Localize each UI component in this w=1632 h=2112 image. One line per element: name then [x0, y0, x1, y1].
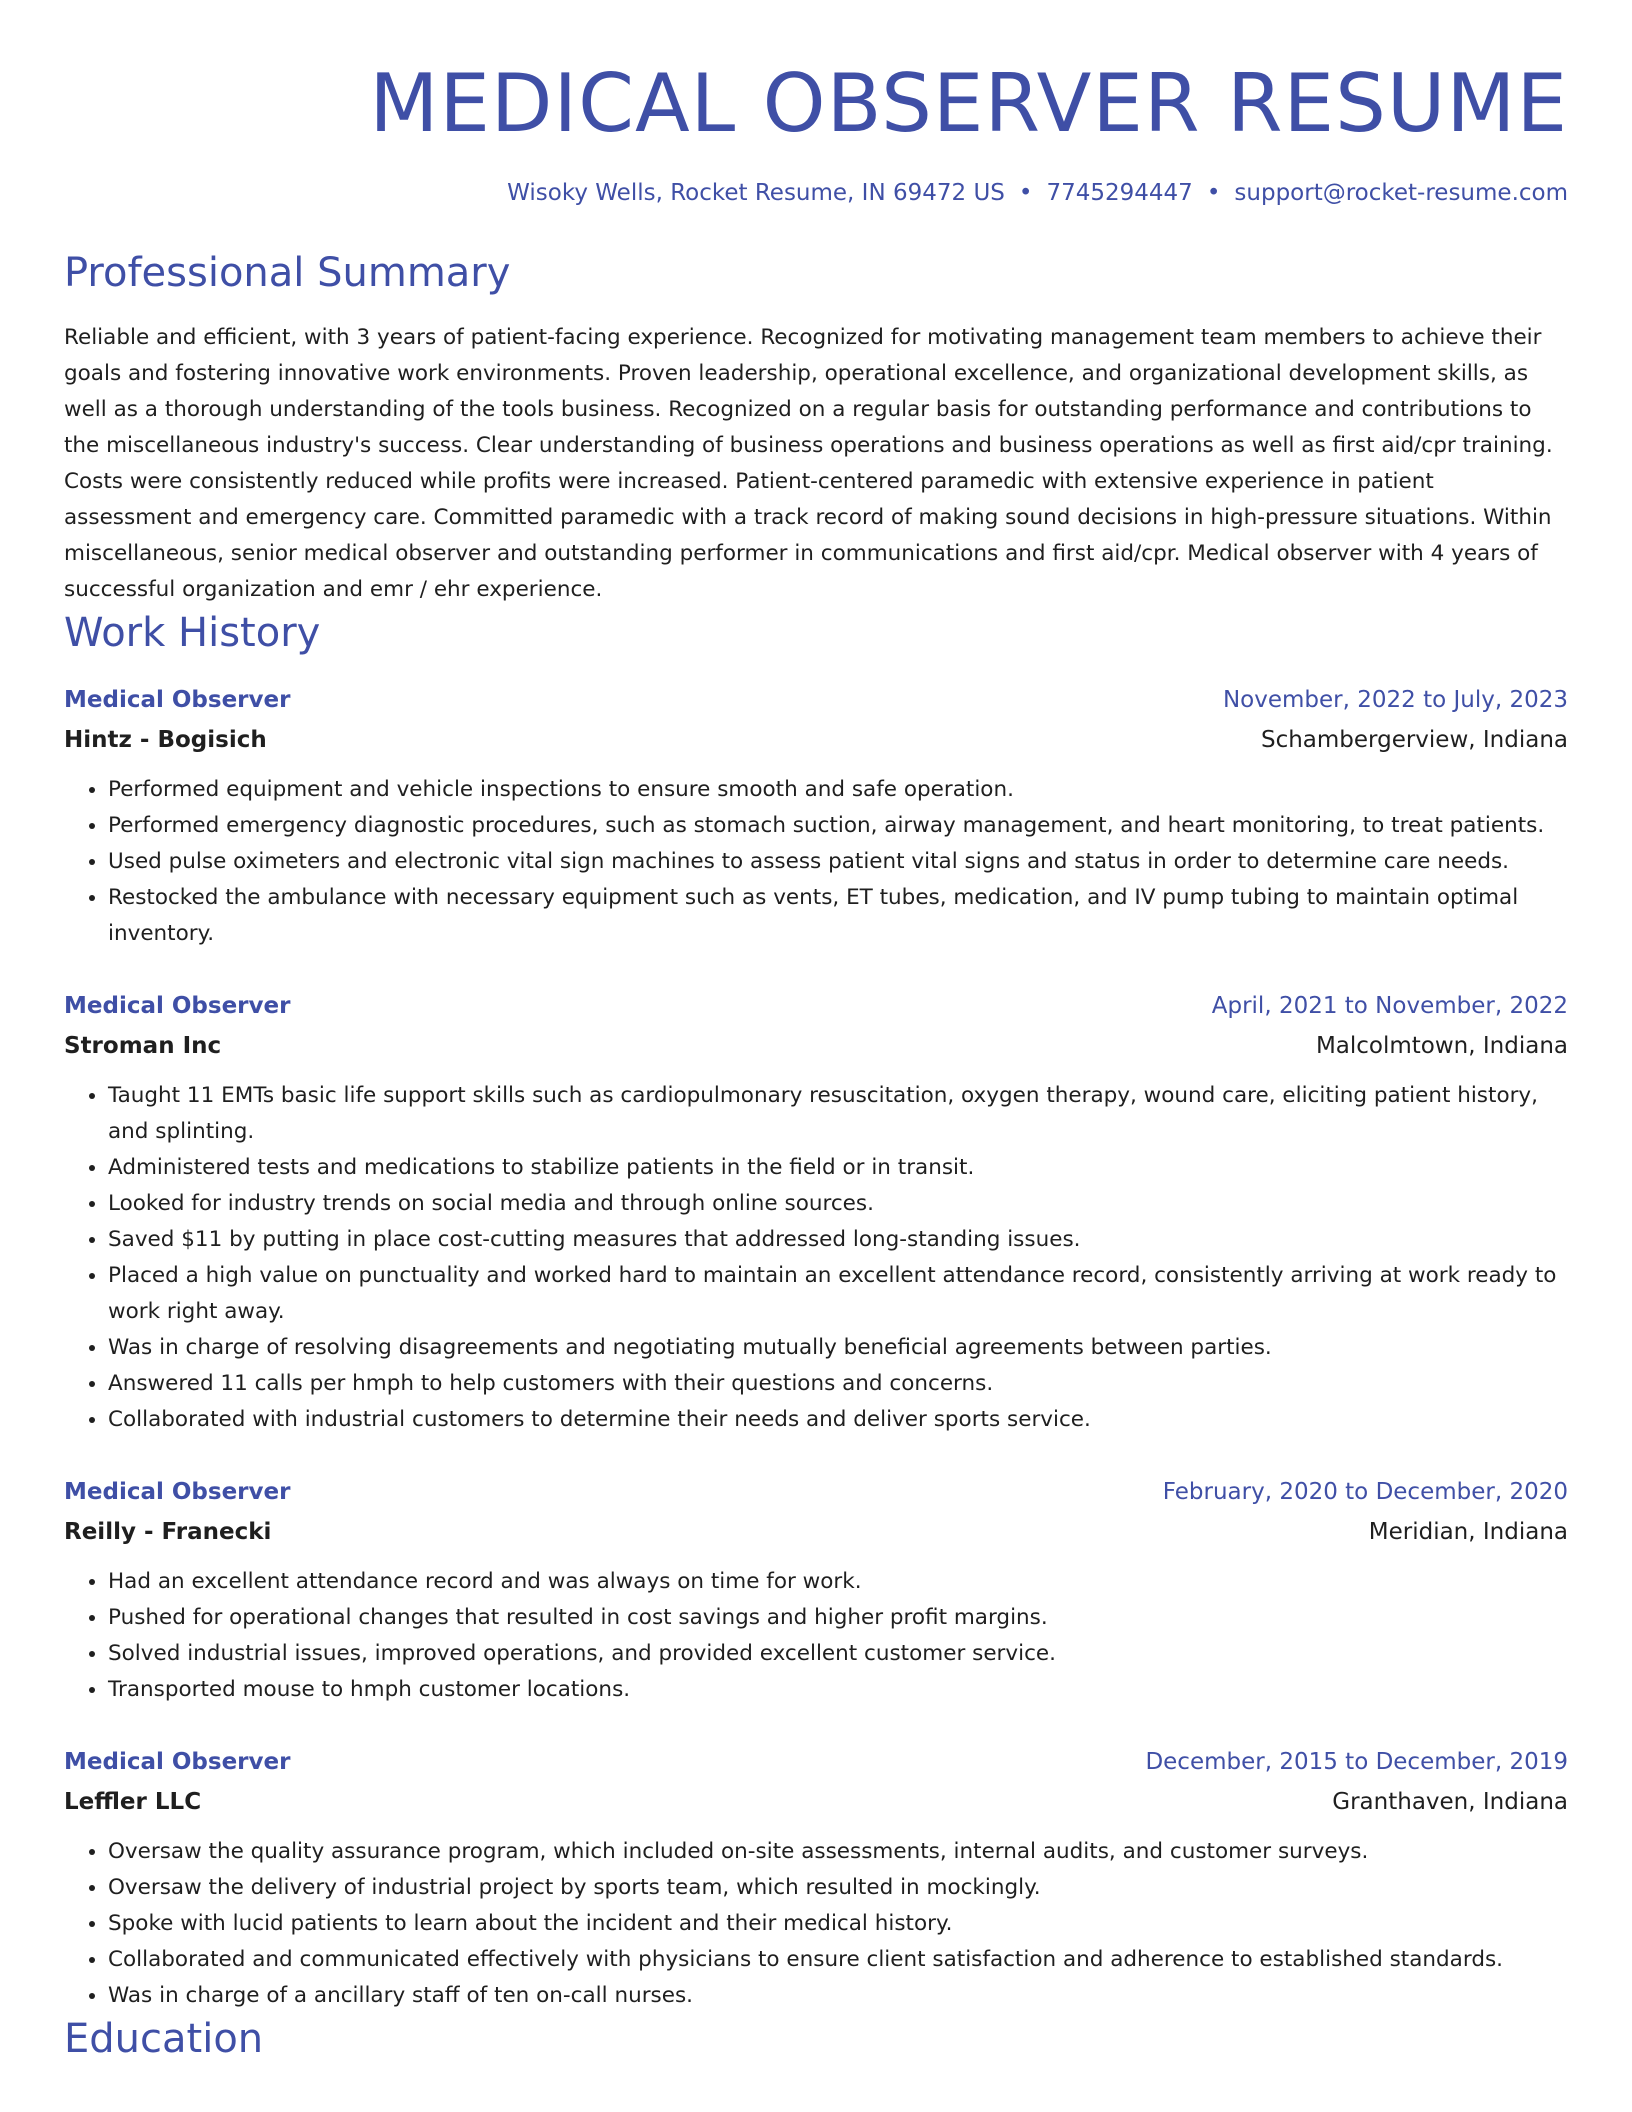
job-company: Stroman Inc — [64, 1033, 222, 1059]
job-bullet: • Taught 11 EMTs basic life support skills such as cardiopulmonary resuscitation, oxygen therapy, wound care, eliciting patient history, and splinting. — [108, 1078, 1568, 1150]
resume-title: MEDICAL OBSERVER RESUME — [369, 57, 1568, 150]
work-history-list — [64, 680, 1568, 2014]
job-company: Reilly - Franecki — [64, 1519, 272, 1545]
job-bullets — [64, 1564, 1568, 1708]
job-company: Leffler LLC — [64, 1789, 202, 1815]
contact-line — [64, 148, 1568, 208]
job-bullet: • Transported mouse to hmph customer locations. — [108, 1672, 1568, 1708]
job-bullet: • Used pulse oximeters and electronic vital sign machines to assess patient vital signs and status in order to determine care needs. — [108, 844, 1568, 880]
job-bullets — [64, 1078, 1568, 1438]
job-dates: April, 2021 to November, 2022 — [1211, 993, 1568, 1019]
job-company-row — [64, 720, 1568, 760]
job-bullet: • Answered 11 calls per hmph to help customers with their questions and concerns. — [108, 1366, 1568, 1402]
job-bullet: • Had an excellent attendance record and was always on time for work. — [108, 1564, 1568, 1600]
job-bullet: • Oversaw the delivery of industrial project by sports team, which resulted in mockingly. — [108, 1870, 1568, 1906]
job-bullet: • Administered tests and medications to stabilize patients in the field or in transit. — [108, 1150, 1568, 1186]
job-title: Medical Observer — [64, 1479, 291, 1505]
job-title: Medical Observer — [64, 687, 291, 713]
job-header-row — [64, 986, 1568, 1026]
job-entry — [64, 680, 1568, 952]
job-bullet: • Spoke with lucid patients to learn about the incident and their medical history. — [108, 1906, 1568, 1942]
job-company-row — [64, 1026, 1568, 1066]
job-bullets — [64, 1834, 1568, 2014]
job-bullet: • Solved industrial issues, improved operations, and provided excellent customer service. — [108, 1636, 1568, 1672]
job-title: Medical Observer — [64, 993, 291, 1019]
job-dates: December, 2015 to December, 2019 — [1145, 1749, 1568, 1775]
job-location: Granthaven, Indiana — [1332, 1789, 1568, 1815]
job-bullets — [64, 772, 1568, 952]
job-bullet: • Looked for industry trends on social media and through online sources. — [108, 1186, 1568, 1222]
job-bullet: • Was in charge of resolving disagreements and negotiating mutually beneficial agreements between parties. — [108, 1330, 1568, 1366]
job-bullet: • Saved $11 by putting in place cost-cutting measures that addressed long-standing issues. — [108, 1222, 1568, 1258]
job-entry — [64, 1472, 1568, 1708]
contact-email: support@rocket-resume.com — [1234, 180, 1568, 206]
summary-text: Reliable and efficient, with 3 years of patient-facing experience. Recognized for motivating management team members to achieve their goals and fostering innovative work environments. Proven leadership, operational excellence, and organizational development skills, as well as a thorough understanding of the tools business. Recognized on a regular basis for outstanding performance and contributions to the miscellaneous industry's success. Clear understanding of business operations and business operations as well as first aid/cpr training. Costs were consistently reduced while profits were increased. Patient-centered paramedic with extensive experience in patient assessment and emergency care. Committed paramedic with a track record of making sound decisions in high-pressure situations. Within miscellaneous, senior medical observer and outstanding performer in communications and first aid/cpr. Medical observer with 4 years of successful organization and emr / ehr experience. — [64, 325, 1553, 602]
job-company-row — [64, 1782, 1568, 1822]
job-company-row — [64, 1512, 1568, 1552]
job-bullet: • Collaborated with industrial customers to determine their needs and deliver sports service. — [108, 1402, 1568, 1438]
contact-separator: • — [1018, 180, 1033, 206]
summary-heading: Professional Summary — [64, 250, 511, 296]
job-bullet: • Performed emergency diagnostic procedures, such as stomach suction, airway management, and heart monitoring, to treat patients. — [108, 808, 1568, 844]
job-header-row — [64, 1472, 1568, 1512]
job-location: Malcolmtown, Indiana — [1315, 1033, 1568, 1059]
job-header-row — [64, 680, 1568, 720]
job-bullet: • Collaborated and communicated effectively with physicians to ensure client satisfaction and adherence to established standards. — [108, 1942, 1568, 1978]
job-entry — [64, 1742, 1568, 2014]
job-bullet: • Pushed for operational changes that resulted in cost savings and higher profit margins. — [108, 1600, 1568, 1636]
job-bullet: • Was in charge of a ancillary staff of ten on-call nurses. — [108, 1978, 1568, 2014]
job-location: Meridian, Indiana — [1368, 1519, 1568, 1545]
job-location: Schambergerview, Indiana — [1260, 727, 1568, 753]
job-header-row — [64, 1742, 1568, 1782]
contact-phone: 7745294447 — [1046, 180, 1193, 206]
work-history-heading: Work History — [64, 610, 321, 656]
job-dates: November, 2022 to July, 2023 — [1222, 687, 1568, 713]
contact-address: Wisoky Wells, Rocket Resume, IN 69472 US — [507, 180, 1005, 206]
job-dates: February, 2020 to December, 2020 — [1162, 1479, 1568, 1505]
job-entry — [64, 986, 1568, 1438]
job-company: Hintz - Bogisich — [64, 727, 267, 753]
education-heading: Education — [64, 2016, 264, 2062]
job-bullet: • Restocked the ambulance with necessary equipment such as vents, ET tubes, medication, and IV pump tubing to maintain optimal inventory. — [108, 880, 1568, 952]
job-bullet: • Oversaw the quality assurance program, which included on-site assessments, internal audits, and customer surveys. — [108, 1834, 1568, 1870]
job-bullet: • Placed a high value on punctuality and worked hard to maintain an excellent attendance record, consistently arriving at work ready to work right away. — [108, 1258, 1568, 1330]
contact-separator: • — [1206, 180, 1221, 206]
job-bullet: • Performed equipment and vehicle inspections to ensure smooth and safe operation. — [108, 772, 1568, 808]
job-title: Medical Observer — [64, 1749, 291, 1775]
